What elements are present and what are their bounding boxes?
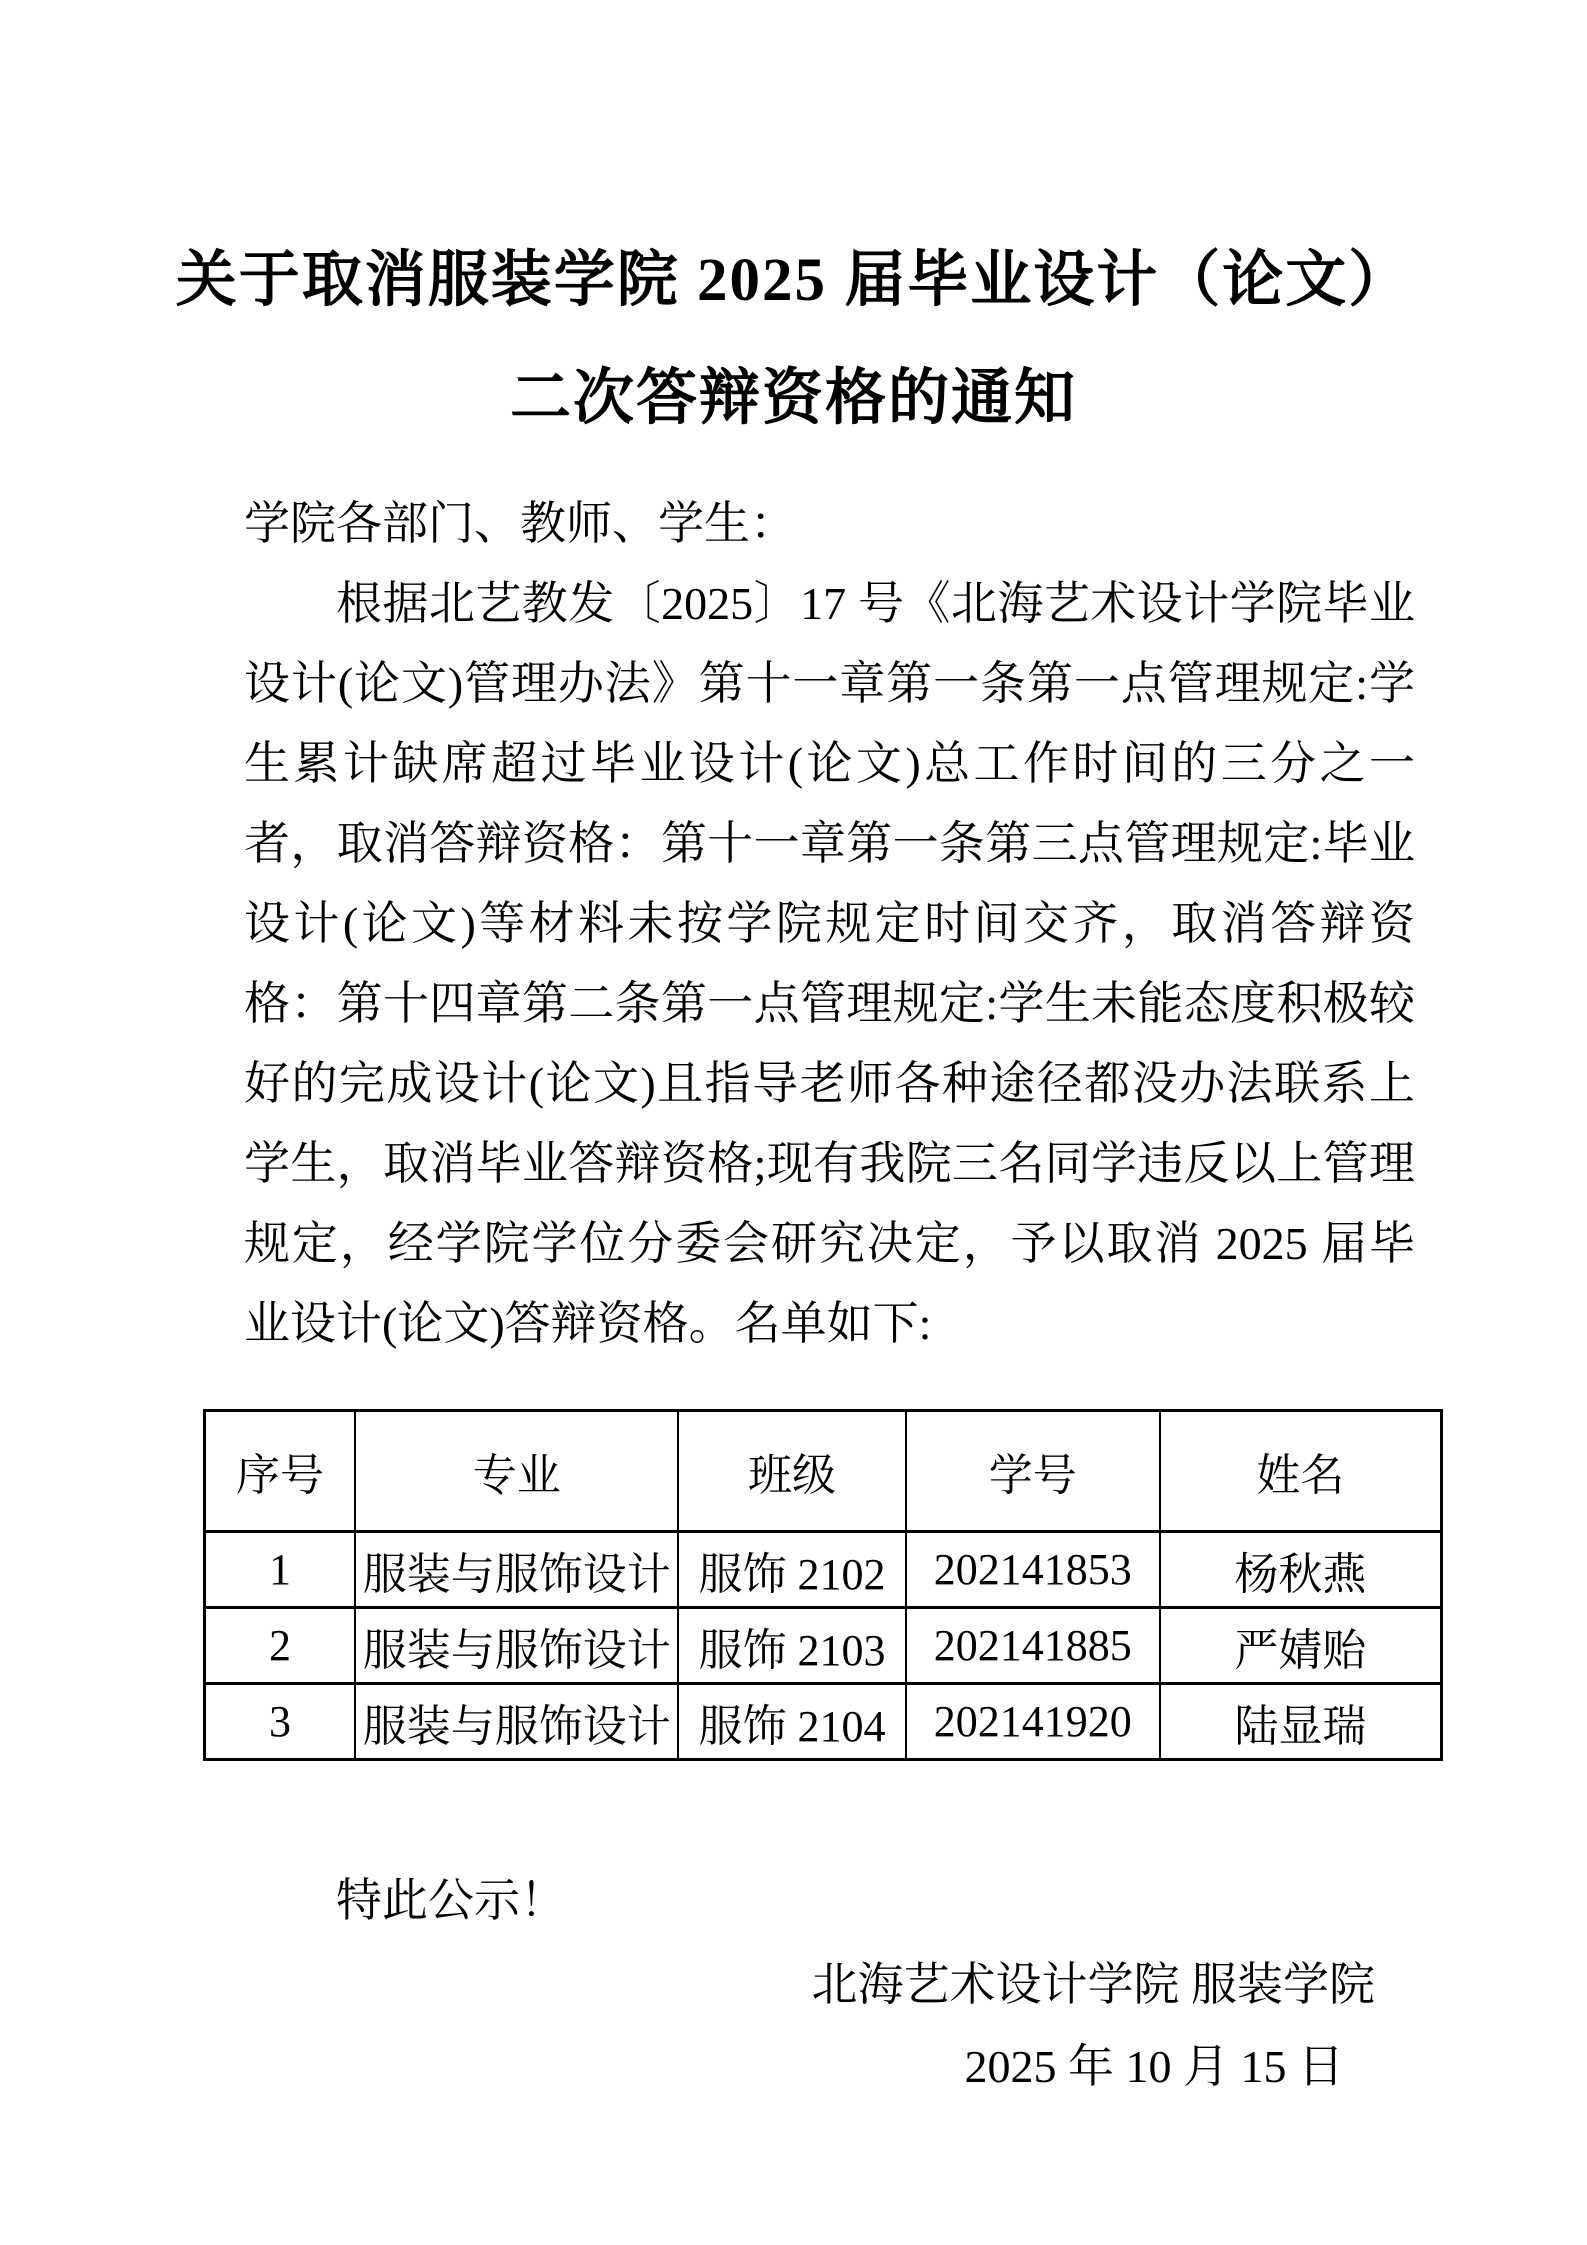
cell-student-id: 202141920 xyxy=(906,1684,1160,1760)
table-header-major: 专业 xyxy=(355,1411,678,1532)
cell-major: 服装与服饰设计 xyxy=(355,1684,678,1760)
table-row xyxy=(205,1532,1442,1608)
table-row xyxy=(205,1608,1442,1684)
table-header-row xyxy=(205,1411,1442,1532)
table-header-class: 班级 xyxy=(678,1411,905,1532)
table-row xyxy=(205,1684,1442,1760)
cell-class: 服饰 2102 xyxy=(678,1532,905,1608)
cell-index: 1 xyxy=(205,1532,356,1608)
table-header-index: 序号 xyxy=(205,1411,356,1532)
cell-major: 服装与服饰设计 xyxy=(355,1608,678,1684)
document-title-line-1: 关于取消服装学院 2025 届毕业设计（论文） xyxy=(175,247,1412,314)
cell-class: 服饰 2104 xyxy=(678,1684,905,1760)
closing-line: 特此公示！ xyxy=(336,1875,566,1926)
revoked-students-table xyxy=(203,1409,1443,1761)
notice-body-paragraph: 根据北艺教发〔2025〕17 号《北海艺术设计学院毕业设计(论文)管理办法》第十一章第一条第一点管理规定:学生累计缺席超过毕业设计(论文)总工作时间的三分之一者，取消答辩资格：第十一章第一条第三点管理规定:毕业设计(论文)等材料未按学院规定时间交齐，取消答辩资格：第十四章第二条第一点管理规定:学生未能态度积极较好的完成设计(论文)且指导老师各种途径都没办法联系上学生，取消毕业答辩资格;现有我院三名同学违反以上管理规定，经学院学位分委会研究决定，予以取消 2025 届毕业设计(论文)答辩资格。名单如下: xyxy=(244,578,1415,1349)
table-header-name: 姓名 xyxy=(1160,1411,1442,1532)
cell-name: 杨秋燕 xyxy=(1160,1532,1442,1608)
date-line: 2025 年 10 月 15 日 xyxy=(964,2041,1344,2092)
document-title xyxy=(0,0,1587,458)
cell-name: 严婧贻 xyxy=(1160,1608,1442,1684)
cell-index: 3 xyxy=(205,1684,356,1760)
cell-name: 陆显瑞 xyxy=(1160,1684,1442,1760)
document-title-line-2: 二次答辩资格的通知 xyxy=(509,365,1077,432)
salutation-line: 学院各部门、教师、学生： xyxy=(244,498,796,549)
cell-major: 服装与服饰设计 xyxy=(355,1532,678,1608)
table-header-student-id: 学号 xyxy=(906,1411,1160,1532)
cell-student-id: 202141853 xyxy=(906,1532,1160,1608)
signature-line: 北海艺术设计学院 服装学院 xyxy=(811,1959,1375,2010)
cell-index: 2 xyxy=(205,1608,356,1684)
cell-student-id: 202141885 xyxy=(906,1608,1160,1684)
cell-class: 服饰 2103 xyxy=(678,1608,905,1684)
